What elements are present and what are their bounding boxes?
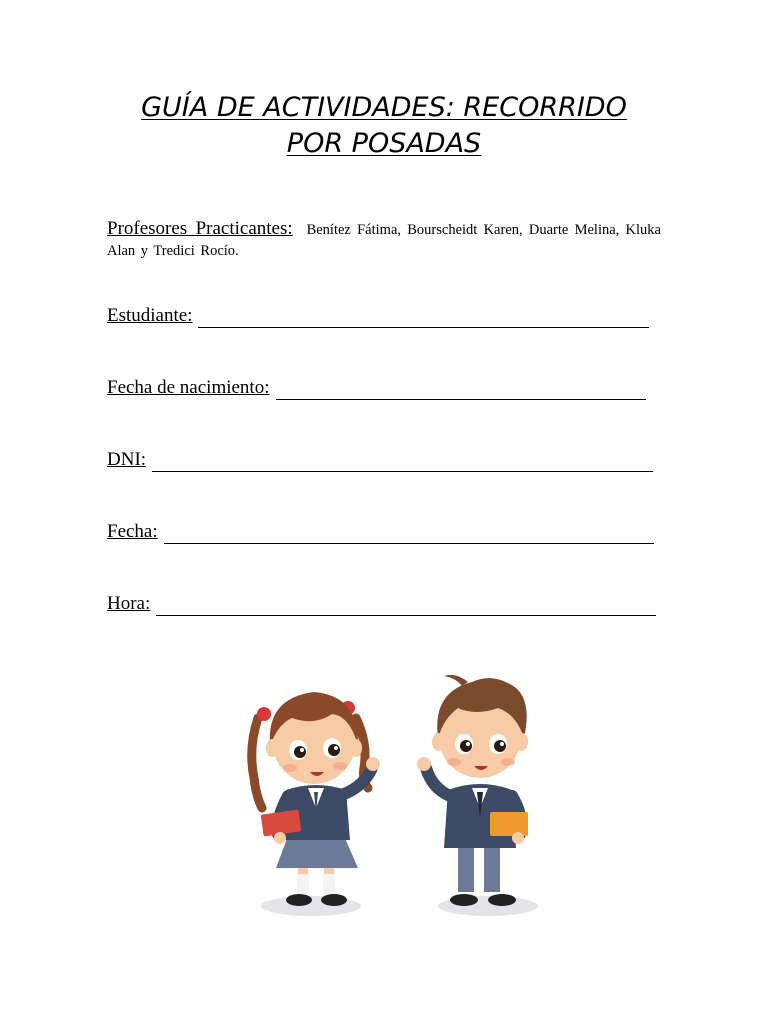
title-line-1: GUÍA DE ACTIVIDADES: RECORRIDO (141, 92, 627, 123)
document-title (100, 90, 668, 162)
date-blank-line[interactable] (164, 524, 654, 544)
date-label: Fecha: (107, 521, 158, 542)
dni-blank-line[interactable] (152, 452, 653, 472)
boy-figure (417, 675, 528, 906)
teachers-label: Profesores Practicantes: (107, 218, 293, 239)
student-label: Estudiante: (107, 305, 193, 326)
girl-figure (252, 692, 380, 906)
dni-label: DNI: (107, 449, 147, 470)
children-illustration (236, 668, 556, 928)
time-field[interactable] (107, 592, 656, 616)
birthdate-blank-line[interactable] (276, 380, 646, 400)
time-label: Hora: (107, 593, 151, 614)
date-field[interactable] (107, 520, 654, 544)
birthdate-field[interactable] (107, 376, 646, 400)
student-blank-line[interactable] (198, 308, 649, 328)
teachers-names: Benítez Fátima, Bourscheidt Karen, Duarte Melina, Kluka Alan y Tredici Rocío. (107, 222, 661, 259)
birthdate-label: Fecha de nacimiento: (107, 377, 270, 398)
time-blank-line[interactable] (156, 596, 656, 616)
title-line-2: POR POSADAS (286, 128, 482, 159)
teachers-paragraph (107, 218, 661, 262)
dni-field[interactable] (107, 448, 653, 472)
student-field[interactable] (107, 304, 649, 328)
